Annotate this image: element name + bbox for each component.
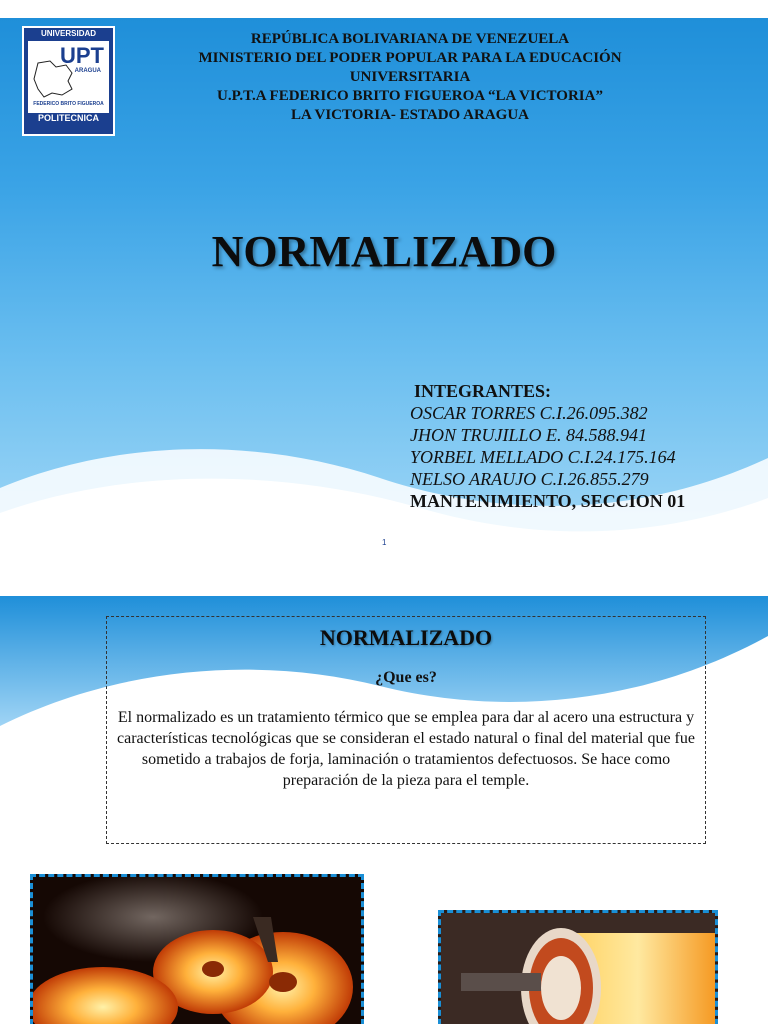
- member-name: JHON TRUJILLO E. 84.588.941: [410, 425, 647, 445]
- header-line: MINISTERIO DEL PODER POPULAR PARA LA EDUCACIÓN: [198, 50, 622, 66]
- logo-bottom-text: POLITECNICA: [37, 113, 99, 123]
- logo-inner-panel: [28, 41, 109, 113]
- logo-state: ARAGUA: [74, 68, 101, 74]
- definition-subtitle: ¿Que es?: [375, 669, 437, 686]
- members-block: [410, 380, 750, 512]
- university-logo: [22, 26, 115, 136]
- member-name: NELSO ARAUJO C.I.26.855.279: [410, 469, 649, 489]
- definition-box: [106, 616, 706, 844]
- glowing-discs-image: [33, 877, 361, 1024]
- institution-header: [130, 30, 690, 125]
- hot-metal-photo: [30, 874, 364, 1024]
- hot-coil-image: [441, 913, 715, 1024]
- logo-top-text: UNIVERSIDAD: [40, 29, 97, 38]
- definition-text: El normalizado es un tratamiento térmico que se emplea para dar al acero una estructura y características tecnológicas que se consideran el estado natural o final del material que fue sometido a trabajos de forja, laminación o tratamientos defectuosos. Se hace como preparación de la pieza para el temple.: [117, 709, 695, 789]
- header-line: UNIVERSITARIA: [349, 69, 471, 85]
- header-line: U.P.T.A FEDERICO BRITO FIGUEROA “LA VICTORIA”: [217, 88, 603, 104]
- definition-title: NORMALIZADO: [319, 625, 493, 650]
- member-name: OSCAR TORRES C.I.26.095.382: [410, 403, 648, 423]
- header-line: LA VICTORIA- ESTADO ARAGUA: [291, 107, 529, 123]
- logo-acronym: UPT: [60, 43, 104, 68]
- logo-name: FEDERICO BRITO FIGUEROA: [33, 101, 104, 107]
- slide-title: NORMALIZADO: [211, 227, 557, 276]
- members-label: INTEGRANTES:: [414, 381, 552, 401]
- header-line: REPÚBLICA BOLIVARIANA DE VENEZUELA: [250, 31, 570, 47]
- content-slide: [0, 596, 768, 1024]
- page-number: 1: [382, 538, 387, 547]
- title-slide: [0, 18, 768, 576]
- member-name: YORBEL MELLADO C.I.24.175.164: [410, 447, 676, 467]
- section-label: MANTENIMIENTO, SECCION 01: [410, 491, 686, 511]
- steel-coil-photo: [438, 910, 718, 1024]
